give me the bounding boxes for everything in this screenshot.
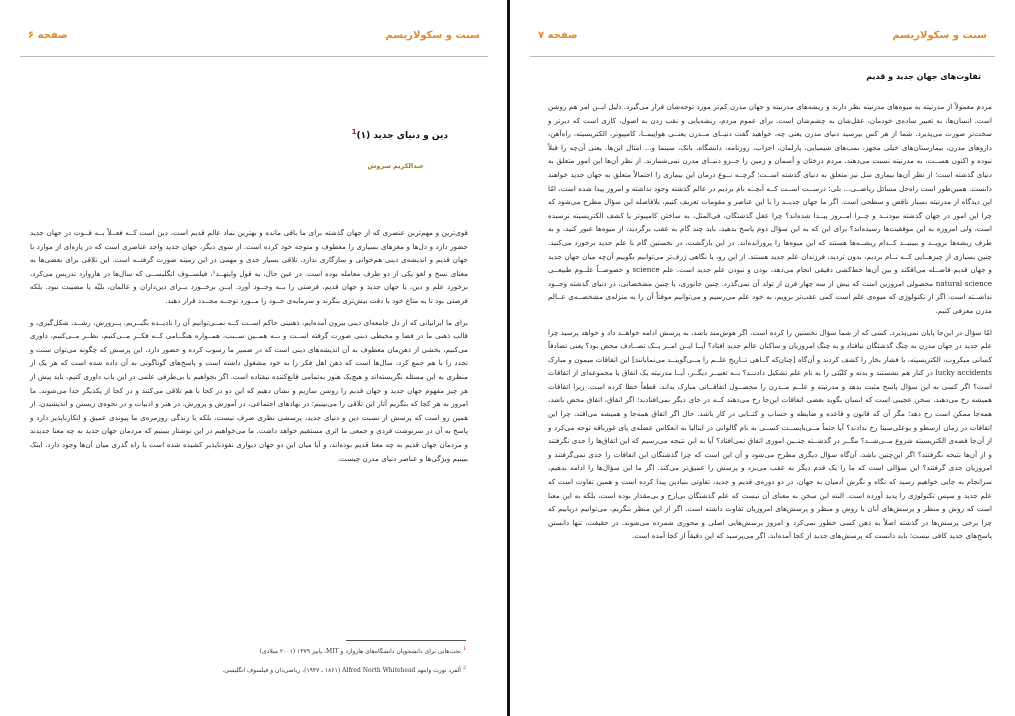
section-title: تفاوت‌های جهان جدید و قدیم xyxy=(866,72,981,81)
running-head-title: سنت و سکولاریسم xyxy=(385,30,480,41)
footnote-rule xyxy=(346,640,466,641)
paragraph: قوی‌ترین و مهم‌ترین عنصری که از جهان گذشته برای ما باقی مانده و بهترین نماد عالم قدیم است، دین است کــه فعــلاً بــه قــوت در جهان جدید حضور دارد و دل‌ها و مغزهای بسیاری را معطوف و متوجه خود کرده است. از سوی دیگر، جهان جدید واجد عناصری است که در پاره‌ای از موارد با جهان قدیم و اندیشه‌ی دینی هم‌خوانی و سازگاری ندارد. تلاقی بسیار جدی و مهمی در این زمینه صورت گرفتــه است. این تلاقی برای بعضی‌ها به معنای نسخ و لغو یکی از دو طرف معامله بوده است. در عین حال، به قول وایتهــد¹، فیلســوف انگلیســی که سال‌ها در هاروارد تدریس می‌کرد، برخورد علم و دین، یا جهان جدید و جهان قدیم، فرصتی را بــه وجــود آورد. ایــن برخــورد بــرای دین‌داران و عالمان، بلیّه یا مصیبت نبود. بلکه فرصتی بود تا به متاع خود با دقت بیش‌تری بنگرند و سرمایه‌ی خــود را مــورد توجــه مجــدد قرار دهند. xyxy=(30,228,468,305)
page-number: صفحه ۷ xyxy=(538,30,578,41)
header-rule xyxy=(530,56,995,57)
paragraph: برای ما ایرانیانی که از دل جامعه‌ای دینی بیرون آمده‌ایم، ذهنیتی حاکم اســت کــه نمــی‌توانیم آن را نادیــده بگیــریم. پــرورش، رشــد، شکل‌گیری، و قالب ذهنی ما در فضا و محیطی دینی صورت گرفته اســت و بــه همــین ســبب، همــواره هنگــامی کــه فکــر مــی‌کنیم، نظــر مــی‌کنیم، داوری می‌کنیم، بخشی از ذهن‌مان معطوف به آن اندیشه‌های دینی است که در ضمیر ما رسوب کرده و حضور دارد. این پرسش که چگونه می‌توان سنت و تجدد را با هم جمع کرد، سال‌ها است که ذهن اهل فکر را به خود مشغول داشته است و پاسخ‌های گوناگونی به آن داده شده است که هر یک از منظری به این مسئله نگریسته‌اند و هیچ‌یک هنوز به‌تمامی قانع‌کننده نیفتاده است. اگر بخواهیم با بی‌طرفی علمی در این باب داوری کنیم، باید پیش از هر چیز مفهوم جهان جدید و جهان قدیم را روشن سازیم و نشان دهیم که این دو در کجا با هم تلاقی می‌کنند و در کجا از یکدیگر جدا می‌شوند. ما امروز به هر کجا که بنگریم آثار این تلاقی را می‌بینیم؛ در نهادهای اجتماعی، در آموزش و پرورش، در هنر و ادبیات و در نحوه‌ی زیستن و اندیشیدن. از همین رو است که پرسش از نسبت دین و دنیای جدید، پرسشی نظری صرف نیست، بلکه با زندگی روزمره‌ی ما پیوندی عمیق و انکارناپذیر دارد و پاسخ به آن در سرنوشت فردی و جمعی ما اثری مستقیم خواهد داشت. ما می‌خواهیم در این نوشتار ببینیم که مردمان جهان جدید به چه معنا جدیدند و مردمان جهان قدیم به چه معنا قدیم بوده‌اند، و آیا میان این دو جهان دیواری نفوذناپذیر کشیده شده است یا راه گذری میان آن‌ها وجود دارد. اینک ببینیم ویژگی‌ها و عناصر دنیای مدرن چیست. xyxy=(30,317,468,463)
paragraph: امّا سؤال در این‌جا پایان نمی‌پذیرد. کسی که از شما سؤال نخستین را کرده است، اگر هوش‌مند باشد، به پرسش ادامه خواهــد داد و خواهد پرسید چرا علم جدید در جهان مدرن به چنگ گذشتگان نیافتاد و به چنگ امروزیان و ساکنان عالم جدید افتاد؟ آیــا ایــن امــر یــک تصــادف محض بود؟ یعنی تصادفاً کسانی میکروب، الکتریسیته، یا فشار بخار را کشف کردند و آن‌گاه [چنان‌که گــاهی تــاریخ علــم را مــی‌گوینــد می‌نمایانند] این اتفاقات میمون و مبارک lucky accidents در کنار هم نشستند و بدنه و کلیّتی را به نام علم تشکیل دادنــد؟ بــه تعبیــر دیگــر، آیــا مدرنیته یک اتفاق یا مجموعه‌ای از اتفاقات است؟ اگر کسی به این سؤال پاسخ مثبت بدهد و مدرنیته و علــم مــدرن را محصــول اتفاقــاتی مبارک بداند، قطعاً خطا کرده است. زیرا اتفاقات همیشه رخ می‌دهند. سخن عجیبی است که انسان بگوید بعضی اتفاقات این‌جا رخ می‌دهند کــه در جای دیگر نمی‌افتادند؛ اگر اتفاق، اتفاق محض باشد، همه‌جا ممکن است رخ دهد؛ مگر آن که قانون و قاعده و ضابطه و حساب و کتــابی در کار باشد. حال اگر اتفاق همه‌جا و همیشه می‌افتد، چرا این اتفاقات در زمان ارسطو و بوعلی‌سینا رخ ندادند؟ آیا حتماً مــی‌بایســت کســی به نام گالوانی در ایتالیا به انعکاس عضله‌ی پای غورباقه توجه می‌کرد و از آن‌جا قصه‌ی الکتریسیته شروع مــی‌شــد؟ مگــر در گذشــته چنــین اموری اتفاق نمی‌افتاد؟ آیا به این نتیجه می‌رسیم که این اتفاق‌ها را جدی نگرفتند و از آن‌ها نتیجه نگرفتند؟ اگر این‌چنین باشد، آن‌گاه سؤال دیگری مطرح می‌شود و آن این است که چرا گذشتگان این اتفاقات را جدی نمی‌گرفتند و امروزیان جدی گرفتند؟ این سؤالی است که ما را یک قدم دیگر به عقب می‌برد و پرسش را عمیق‌تر می‌کند. اگر ما این سؤال‌ها را ادامه بدهیم، سرانجام به جایی خواهیم رسید که نگاه و نگرش آدمیان به جهان، در دو دوره‌ی قدیم و جدید، تفاوتی بنیادین پیدا کرده است و همین تفاوت است که علم جدید و سپس تکنولوژی را پدید آورده است. البته این سخن به معنای آن نیست که علم گذشتگان بی‌ارج و بی‌مقدار بوده است، بلکه به این معنا است که روش و منظر و پرسش‌های آنان با روش و منظر و پرسش‌های امروزیان تفاوت داشته است. اگر از این منظر بنگریم، می‌توانیم دریابیم که چرا برخی پرسش‌ها در گذشته اصلاً به ذهن کسی خطور نمی‌کرد و امروز پرسش‌هایی اصلی و محوری شمرده می‌شوند. در حقیقت، تنها دانستن پاسخ‌های جدید کافی نیست؛ باید دانست که پرسش‌های جدید از کجا آمده‌اند، اگر می‌پرسید که این دقیقاً از کجا آمده است. xyxy=(548,327,992,541)
header-rule xyxy=(20,56,488,57)
footnote-mark[interactable]: 1 xyxy=(351,128,357,136)
footnote-number: 2 xyxy=(462,665,466,671)
footnote-text: بحث‌هایی برای دانشجویان دانشگاه‌های هاروارد و MIT، پاییز ۱۳۷۹ (۲۰۰۱ میلادی) xyxy=(259,648,461,655)
body-text xyxy=(30,226,468,473)
footnote-text: آلفرد نورث وایتهد Alfred North Whitehead (۱۸۶۱ ـ ۱۹۴۷)، ریاضی‌دان و فیلسوف انگلیسی. xyxy=(222,667,461,674)
paragraph: مردم معمولاً از مدرنیته به میوه‌های مدرنیته نظر دارند و ریشه‌های مدرنیته و جهان مدرن کم‌تر مورد توجه‌شان قرار می‌گیرد. ذلیل ایــن امر هم روشن است. انسان‌ها، به تعبیر ساده‌ی خودمان، عقل‌شان به چشم‌شان است. برای عموم مردم، ریشه‌یابی و نقب زدن به اصول، کاری است که دیرتر و سخت‌تر صورت می‌پذیرد. شما از هر کس بپرسید دنیای مدرن یعنی چه، خواهید گفت دنیــای مــدرن یعنــی هواپیمــا، کامپیوتر، الکتریسیته، راه‌آهن، داروهای مدرن، بیمارستان‌های خیلی مجهز، بمب‌های شیمیایی، پارلمان، احزاب، روزنامه، دانشگاه، بانک، سینما و... امثال این‌ها. یعنی آن‌چه را قبلاً نبوده و اکنون هســت، به مدرنیته نسبت می‌دهند. مردم درختان و آسمان و زمین را جــزو دنیــای مدرن نمی‌شمارند. از نظر آن‌ها این امور متعلق به دنیای گذشته است؛ از نظر آن‌ها بیماری سل نیز متعلق به دنیای گذشته اســت؛ گرچــه نــوع درمان این بیماری را احتمالاً متعلق به جهان جدید خواهند دانست. همین‌طور است راه‌حل مسائل ریاضــی... بلی؛ درســت اســت کــه آنچــه نام بردیم در عالم گذشته وجود نداشته و امروز پیدا شده است، امّا این دیدگاه از مدرنیته بسیار ناقص و سطحی است. اگر ما جهان جدیــد را با این عناصر و مقومات تعریف کنیم، بلافاصله این سؤال مطرح می‌شود که چرا این امور در جهان گذشته نبودنــد و چــرا امــروز پیــدا شده‌اند؟ چرا عقل گذشتگان، فی‌المثل، به ساختن کامپیوتر یا کشف الکتریسیته نرسیده است، ولی امروزه به این موفقیت‌ها رسیده‌اند؟ برای این که به این سؤال دوم پاسخ بدهید، باید چند گام به عقب برگردید، از میوه‌ها عبور کنید، و به طرف ریشه‌ها برویــد و ببینیــد کــدام ریشــه‌ها هستند که این میوه‌ها را پرورانده‌اند. در این بازگشت، در نخستین گام با علم جدید برخورد می‌کنید. چنین بسیاری از چیزهــایی کــه نــام بردیم، بدون تردید، فرزندان علم جدید هستند. از این رو، با نگاهی ژرف‌تر می‌توانیم بگوییم آن‌چه میان جهان جدید و جهان قدیم فاصــله می‌افکند و بین آن‌ها خط‌کشی دقیقی انجام می‌دهد، بودن و نبودن علم جدید است. علم science و خصوصــاً علــوم طبیعــی natural science محصولی امروزین است که بیش از سه چهار قرن از تولد آن نمی‌گذرد. چنین جانوری، یا چنین مشخصاتی، در دنیای گذشته وجــود نداشــته است. اگر از تکنولوژی که میوه‌ی علم است کمی عقب‌تر برویم، به خود علم می‌رسیم و می‌توانیم موقتاً آن را به منزله‌ی مشخصــه‌ی عــالم مدرن معرفی کنیم. xyxy=(548,102,992,315)
page-number: صفحه ۶ xyxy=(28,30,68,41)
footnote-number: 1 xyxy=(462,646,466,652)
chapter-title-text: دین و دنیای جدید (۱) xyxy=(356,131,448,141)
chapter-title xyxy=(352,128,448,141)
body-text xyxy=(548,100,992,551)
right-page xyxy=(510,0,1015,716)
footnote xyxy=(260,646,466,655)
footnote xyxy=(222,665,466,674)
author-name: عبدالکریم سروش xyxy=(367,162,424,170)
running-head-title: سنت و سکولاریسم xyxy=(892,30,987,41)
